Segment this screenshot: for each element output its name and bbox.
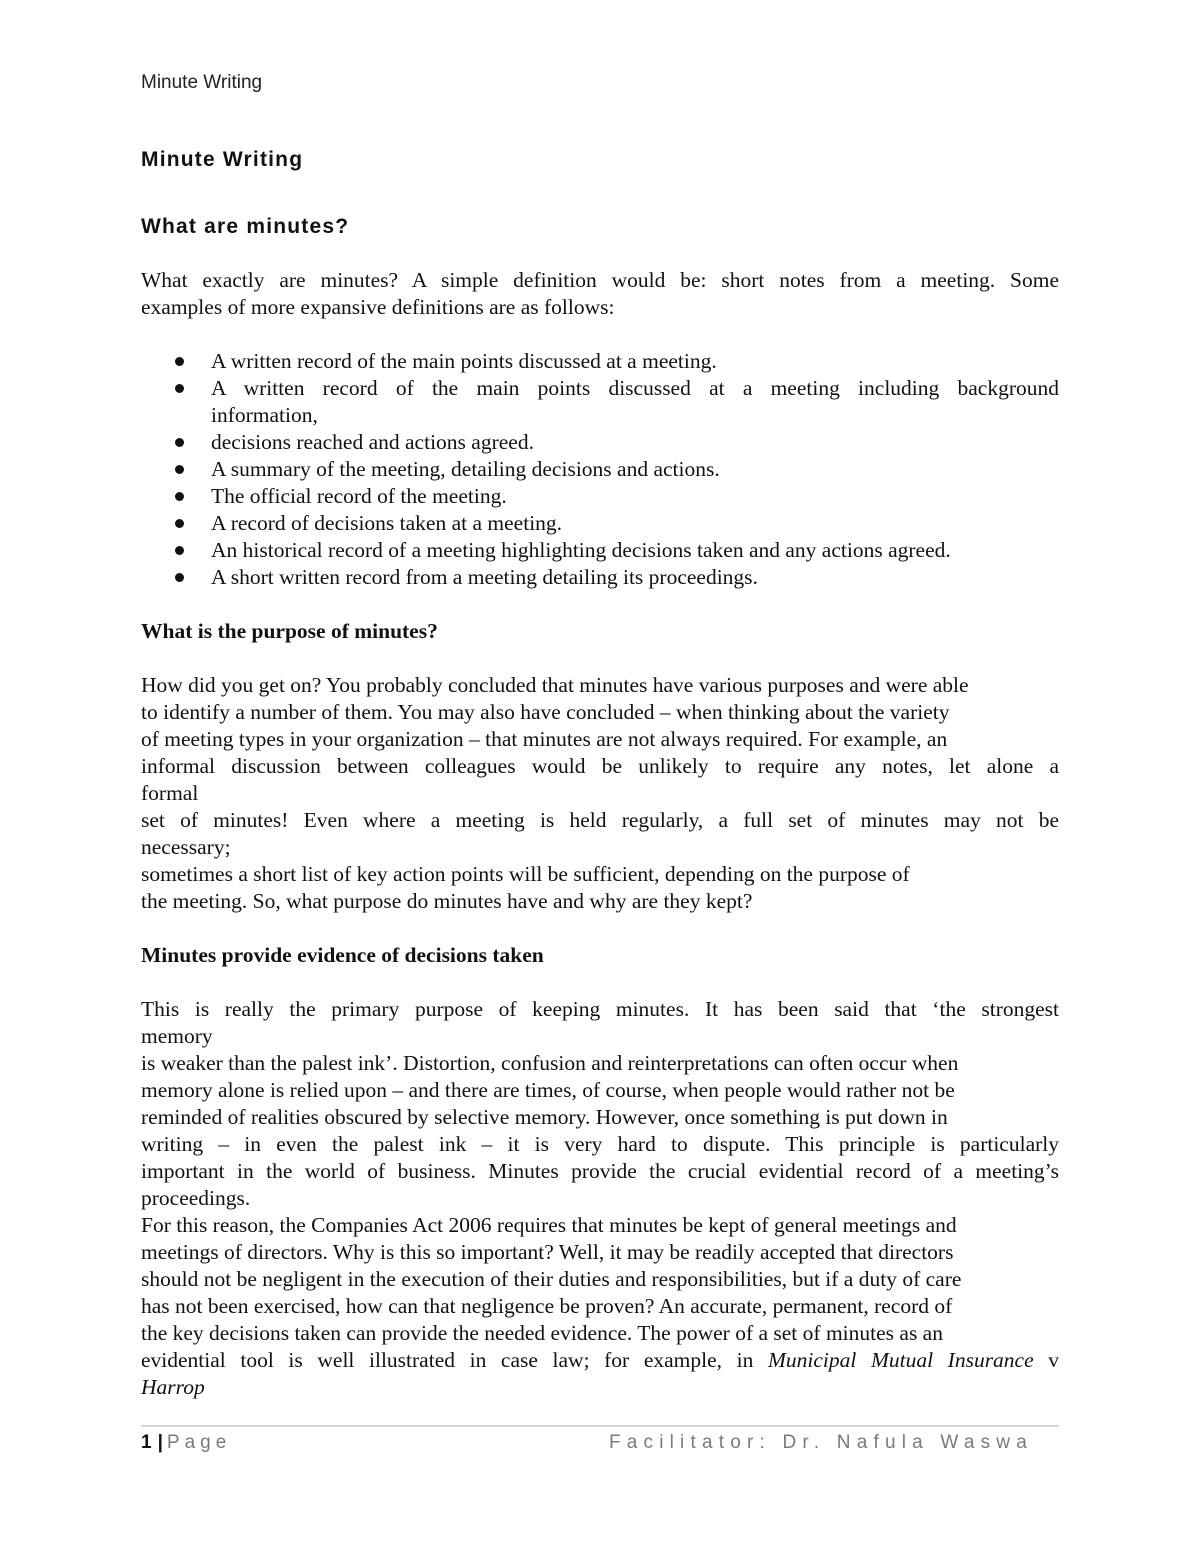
section-heading-what-are-minutes: What are minutes? [141, 215, 350, 238]
intro-line: What exactly are minutes? A simple definition would be: short notes from a meeting. Some [141, 268, 1059, 292]
list-item: The official record of the meeting. [141, 483, 1059, 510]
bullet-icon [175, 573, 184, 582]
case-name: Harrop [141, 1375, 205, 1399]
running-header: Minute Writing [141, 72, 263, 93]
list-item: A record of decisions taken at a meeting. [141, 510, 1059, 537]
intro-paragraph [141, 267, 1059, 321]
document-body [141, 142, 1059, 1401]
purpose-paragraph: How did you get on? You probably concluded that minutes have various purposes and were able to identify a number of them. You may also have concluded – when thinking about the variety of meeting types in your organization – that minutes are not always required. For example, an informal discussion between colleagues would be unlikely to require any notes, let alone a formal set of minutes! Even where a meeting is held regularly, a full set of minutes may not be necessary; sometimes a short list of key action points will be sufficient, depending on the purpose of the meeting. So, what purpose do minutes have and why are they kept? [141, 673, 1059, 913]
list-item: A written record of the main points discussed at a meeting. [141, 348, 1059, 375]
list-item: A written record of the main points discussed at a meeting including background information, [141, 375, 1059, 429]
bullet-icon [175, 546, 184, 555]
page-footer [141, 1432, 1059, 1454]
bullet-icon [175, 492, 184, 501]
footer-divider [141, 1425, 1059, 1427]
footer-separator: | [157, 1432, 163, 1453]
bullet-icon [175, 384, 184, 393]
definitions-list [141, 348, 1059, 591]
bullet-icon [175, 519, 184, 528]
page-label: Page [166, 1432, 232, 1453]
section-heading-purpose-of-minutes: What is the purpose of minutes? [141, 619, 438, 643]
list-item: An historical record of a meeting highlighting decisions taken and any actions agreed. [141, 537, 1059, 564]
list-item: A short written record from a meeting detailing its proceedings. [141, 564, 1059, 591]
list-item: decisions reached and actions agreed. [141, 429, 1059, 456]
bullet-icon [175, 465, 184, 474]
case-name: Municipal Mutual Insurance [767, 1348, 1034, 1372]
evidence-paragraph: This is really the primary purpose of keeping minutes. It has been said that ‘the strongest memory is weaker than the palest ink’. Distortion, confusion and reinterpretations can often occur when memory alone is relied upon – and there are times, of course, when people would rather not be reminded of realities obscured by selective memory. However, once something is put down in writing – in even the palest ink – it is very hard to dispute. This principle is particularly important in the world of business. Minutes provide the crucial evidential record of a meeting’s proceedings. For this reason, the Companies Act 2006 requires that minutes be kept of general meetings and meetings of directors. Why is this so important? Well, it may be readily accepted that directors should not be negligent in the execution of their duties and responsibilities, but if a duty of care has not been exercised, how can that negligence be proven? An accurate, permanent, record of the key decisions taken can provide the needed evidence. The power of a set of minutes as an evidential tool is well illustrated in case law; for example, in Municipal Mutual Insurance v Harrop [141, 997, 1060, 1399]
page-number: 1 [141, 1432, 152, 1453]
case-law-line: evidential tool is well illustrated in case law; for example, in Municipal Mutual Insurance v [141, 1348, 1060, 1372]
bullet-icon [175, 357, 184, 366]
list-item: A summary of the meeting, detailing decisions and actions. [141, 456, 1059, 483]
section-heading-evidence-of-decisions: Minutes provide evidence of decisions taken [141, 943, 544, 967]
intro-line: examples of more expansive definitions are as follows: [141, 295, 615, 319]
bullet-icon [175, 438, 184, 447]
document-title: Minute Writing [141, 148, 304, 171]
facilitator-credit: Facilitator: Dr. Nafula Waswa [608, 1432, 1033, 1453]
